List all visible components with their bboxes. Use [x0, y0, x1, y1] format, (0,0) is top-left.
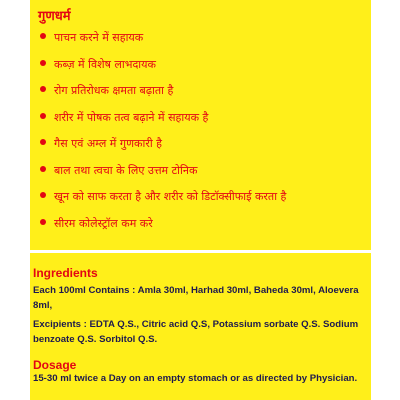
benefit-text: बाल तथा त्वचा के लिए उत्तम टोनिक: [54, 163, 198, 177]
benefit-text: पाचन करने में सहायक: [54, 31, 144, 44]
benefit-item: [30, 108, 371, 135]
ingredients-contains-text: Each 100ml Contains : Amla 30ml, Harhad 30ml, Baheda 30ml, Aloevera 8ml,: [33, 285, 359, 311]
ingredients-heading: Ingredients: [33, 266, 98, 280]
bullet-dot-icon: [40, 86, 46, 92]
benefit-item: [30, 28, 371, 55]
benefit-text: सीरम कोलेस्ट्रॉल कम करे: [54, 216, 153, 230]
benefit-item: [30, 55, 371, 82]
benefits-list: [30, 28, 371, 240]
bullet-dot-icon: [40, 139, 46, 145]
bullet-dot-icon: [40, 219, 46, 225]
benefit-item: [30, 214, 371, 241]
bullet-dot-icon: [40, 60, 46, 66]
benefit-item: [30, 81, 371, 108]
bullet-dot-icon: [40, 113, 46, 119]
bullet-dot-icon: [40, 192, 46, 198]
benefit-text: कब्ज़ में विशेष लाभदायक: [54, 57, 156, 71]
ingredients-excipients-text: Excipients : EDTA Q.S., Citric acid Q.S, Potassium sorbate Q.S. Sodium benzoate Q.S. Sorbitol Q.S.: [33, 319, 359, 345]
benefits-heading: गुणधर्म: [38, 9, 71, 24]
benefit-text: खून को साफ करता है और शरीर को डिटॉक्सीफाई करता है: [54, 190, 287, 203]
benefit-text: रोग प्रतिरोधक क्षमता बढ़ाता है: [54, 84, 174, 97]
benefit-item: [30, 187, 371, 214]
benefit-text: शरीर में पोषक तत्व बढ़ाने में सहायक है: [54, 110, 209, 124]
bullet-dot-icon: [40, 33, 46, 39]
dosage-text: 15-30 ml twice a Day on an empty stomach or as directed by Physician.: [33, 373, 358, 384]
dosage-heading: Dosage: [33, 358, 77, 372]
benefit-text: गैस एवं अम्ल में गुणकारी है: [54, 137, 163, 150]
benefit-item: [30, 161, 371, 188]
bullet-dot-icon: [40, 166, 46, 172]
product-label-panel: [30, 0, 371, 400]
section-divider: [30, 250, 371, 253]
benefit-item: [30, 134, 371, 161]
